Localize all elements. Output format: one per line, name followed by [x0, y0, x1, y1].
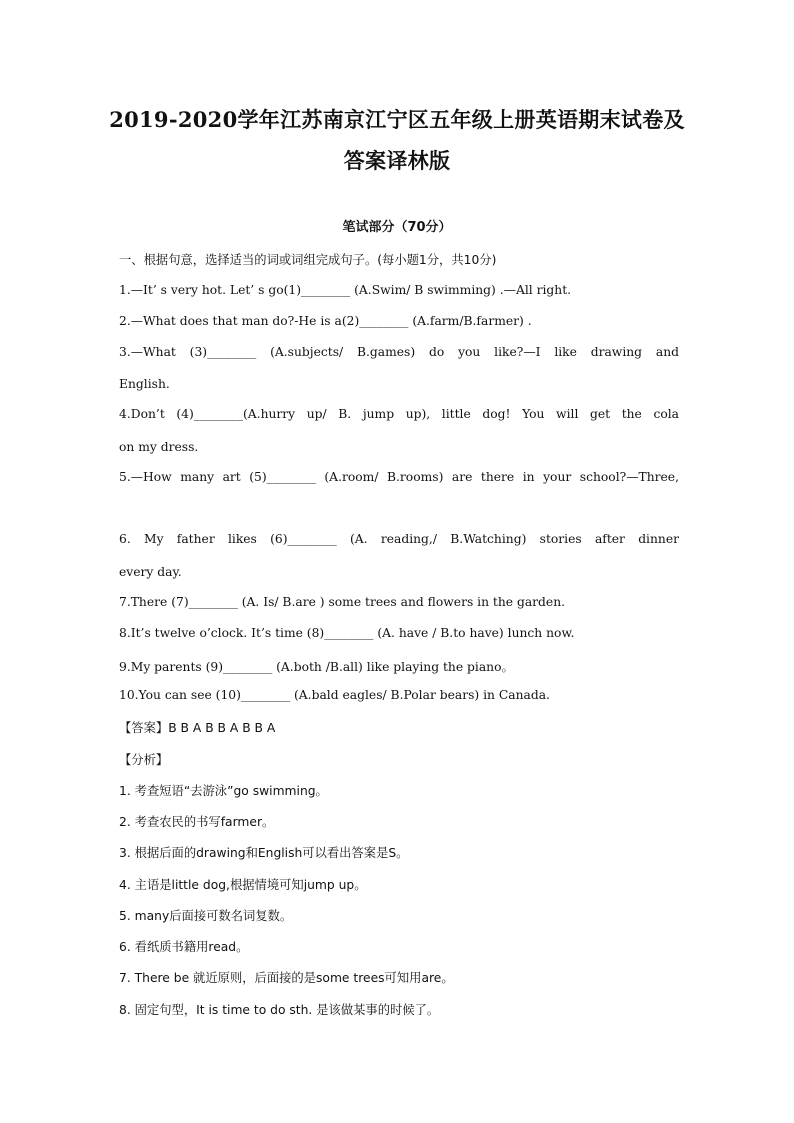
analysis-item-5: 5. many后面接可数名词复数。	[119, 909, 293, 923]
question-4: 4.Don’t (4)________(A.hurry up/ B. jump up), little dog! You will get the cola	[119, 407, 679, 421]
document-title-line-2: 答案译林版	[343, 148, 451, 173]
question-8: 8.It’s twelve o’clock. It’s time (8)________ (A. have / B.to have) lunch now.	[119, 626, 575, 640]
analysis-item-8: 8. 固定句型，It is time to do sth. 是该做某事的时候了。	[119, 1003, 440, 1017]
section-title: 笔试部分（70分）	[342, 220, 452, 235]
answer-key: 【答案】B B A B B A B B A	[119, 721, 276, 735]
analysis-item-3: 3. 根据后面的drawing和English可以看出答案是S。	[119, 846, 409, 860]
analysis-item-6: 6. 看纸质书籍用read。	[119, 940, 249, 954]
question-7: 7.There (7)________ (A. Is/ B.are ) some trees and flowers in the garden.	[119, 595, 566, 609]
question-4-continued: on my dress.	[119, 440, 199, 454]
question-5: 5.—How many art (5)________ (A.room/ B.rooms) are there in your school?—Three,	[119, 470, 679, 484]
analysis-heading: 【分析】	[119, 753, 169, 767]
analysis-item-2: 2. 考查农民的书写farmer。	[119, 815, 275, 829]
question-6-continued: every day.	[119, 565, 182, 579]
question-6: 6. My father likes (6)________ (A. reading,/ B.Watching) stories after dinner	[119, 532, 679, 546]
question-3-continued: English.	[119, 377, 170, 391]
instruction: 一、根据句意，选择适当的词或词组完成句子。(每小题1分，共10分)	[119, 253, 497, 267]
analysis-item-4: 4. 主语是little dog,根据情境可知jump up。	[119, 878, 367, 892]
question-2: 2.—What does that man do?-He is a(2)________ (A.farm/B.farmer) .	[119, 314, 532, 328]
question-1: 1.—It’ s very hot. Let’ s go(1)________ (A.Swim/ B swimming) .—All right.	[119, 283, 572, 297]
question-10: 10.You can see (10)________ (A.bald eagles/ B.Polar bears) in Canada.	[119, 688, 550, 702]
document-title-line-1: 2019-2020学年江苏南京江宁区五年级上册英语期末试卷及	[109, 107, 685, 132]
analysis-item-7: 7. There be 就近原则，后面接的是some trees可知用are。	[119, 971, 454, 985]
question-3: 3.—What (3)________ (A.subjects/ B.games) do you like?—I like drawing and	[119, 345, 679, 359]
analysis-item-1: 1. 考查短语“去游泳”go swimming。	[119, 784, 328, 798]
question-9: 9.My parents (9)________ (A.both /B.all) like playing the piano。	[119, 660, 514, 674]
